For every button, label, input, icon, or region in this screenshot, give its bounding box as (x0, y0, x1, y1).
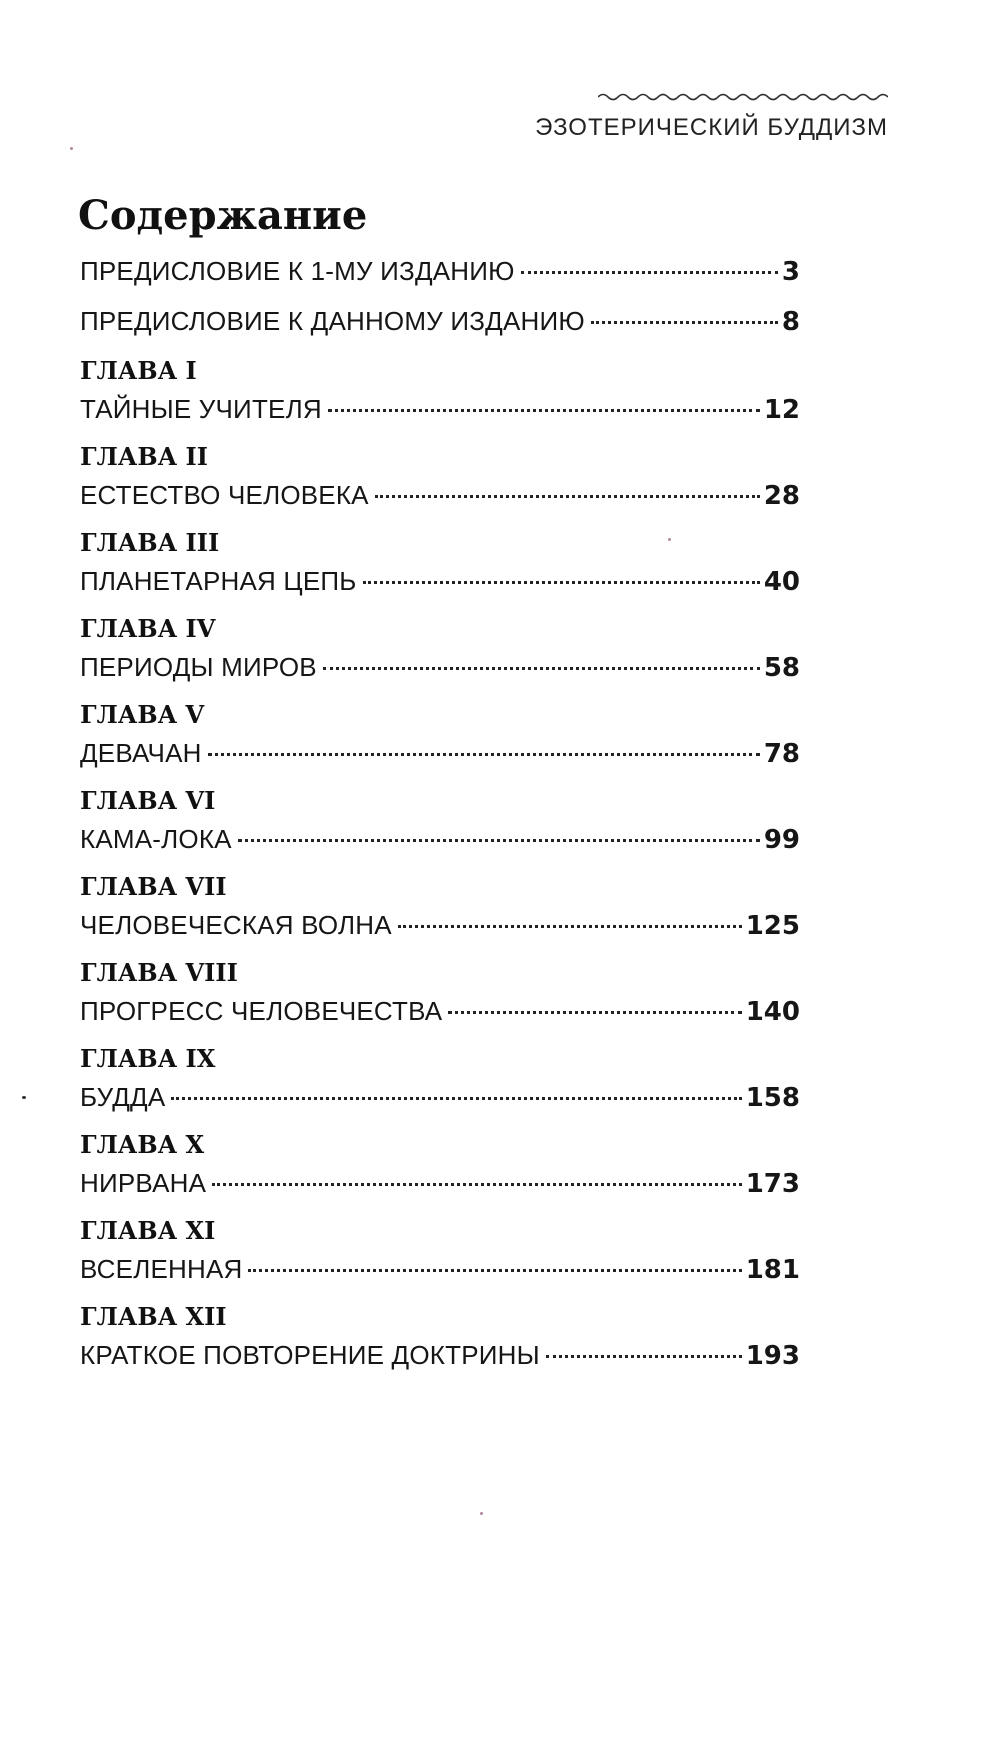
wavy-line-ornament-icon (598, 92, 888, 102)
dot-leader (171, 1097, 741, 1100)
toc-entry-chapter-12[interactable] (80, 1338, 800, 1373)
dot-leader (363, 581, 760, 584)
toc-page-number: 158 (745, 1083, 800, 1113)
toc-page-number: 58 (763, 653, 800, 683)
toc-entry-label: ПРЕДИСЛОВИЕ К 1-МУ ИЗДАНИЮ (80, 256, 515, 286)
chapter-label: ГЛАВА IV (80, 614, 216, 643)
toc-entry-label: НИРВАНА (80, 1168, 207, 1198)
chapter-label: ГЛАВА VII (80, 872, 227, 901)
toc-entry-label: ВСЕЛЕННАЯ (80, 1254, 243, 1284)
toc-page-number: 173 (745, 1169, 800, 1199)
toc-entry-chapter-8[interactable] (80, 994, 800, 1029)
chapter-label: ГЛАВА X (80, 1130, 205, 1159)
toc-entry-label: ПЕРИОДЫ МИРОВ (80, 652, 317, 682)
toc-page-number: 78 (763, 739, 800, 769)
dot-leader (591, 321, 778, 324)
chapter-label: ГЛАВА VI (80, 786, 216, 815)
toc-entry-preface-2[interactable] (80, 304, 800, 339)
chapter-label: ГЛАВА I (80, 356, 197, 385)
toc-entry-chapter-6[interactable] (80, 822, 800, 857)
toc-page-number: 12 (763, 395, 800, 425)
dot-leader (238, 839, 760, 842)
chapter-label: ГЛАВА VIII (80, 958, 238, 987)
dot-leader (323, 667, 760, 670)
dot-leader (248, 1269, 741, 1272)
toc-entry-chapter-5[interactable] (80, 736, 800, 771)
toc-page-number: 193 (745, 1341, 800, 1371)
scan-speck (70, 147, 73, 150)
chapter-label: ГЛАВА XI (80, 1216, 216, 1245)
toc-entry-chapter-4[interactable] (80, 650, 800, 685)
toc-page-number: 181 (745, 1255, 800, 1285)
toc-entry-label: ТАЙНЫЕ УЧИТЕЛЯ (80, 394, 322, 424)
toc-page-number: 8 (781, 307, 800, 337)
toc-entry-label: ПРОГРЕСС ЧЕЛОВЕЧЕСТВА (80, 996, 443, 1026)
toc-entry-chapter-3[interactable] (80, 564, 800, 599)
toc-entry-chapter-1[interactable] (80, 392, 800, 427)
toc-entry-chapter-11[interactable] (80, 1252, 800, 1287)
toc-entry-label: ЕСТЕСТВО ЧЕЛОВЕКА (80, 480, 369, 510)
toc-entry-label: ЧЕЛОВЕЧЕСКАЯ ВОЛНА (80, 910, 392, 940)
toc-entry-label: ПЛАНЕТАРНАЯ ЦЕПЬ (80, 566, 357, 596)
dot-leader (212, 1183, 742, 1186)
dot-leader (208, 753, 760, 756)
toc-entry-chapter-2[interactable] (80, 478, 800, 513)
dot-leader (521, 271, 778, 274)
toc-entry-label: ДЕВАЧАН (80, 738, 202, 768)
toc-page-number: 28 (763, 481, 800, 511)
toc-entry-chapter-7[interactable] (80, 908, 800, 943)
chapter-label: ГЛАВА II (80, 442, 208, 471)
toc-entry-chapter-9[interactable] (80, 1080, 800, 1115)
toc-page-number: 40 (763, 567, 800, 597)
toc-entry-chapter-10[interactable] (80, 1166, 800, 1201)
chapter-label: ГЛАВА III (80, 528, 220, 557)
scan-speck (668, 538, 671, 541)
dot-leader (448, 1011, 741, 1014)
toc-page-number: 140 (745, 997, 800, 1027)
running-title: ЭЗОТЕРИЧЕСКИЙ БУДДИЗМ (535, 114, 888, 141)
dot-leader (398, 925, 742, 928)
toc-entry-label: ПРЕДИСЛОВИЕ К ДАННОМУ ИЗДАНИЮ (80, 306, 585, 336)
toc-entry-preface-1[interactable] (80, 254, 800, 289)
running-header (535, 92, 888, 142)
chapter-label: ГЛАВА IX (80, 1044, 216, 1073)
dot-leader (546, 1355, 742, 1358)
dot-leader (375, 495, 760, 498)
toc-page-number: 125 (745, 911, 800, 941)
toc-entry-label: КАМА-ЛОКА (80, 824, 232, 854)
chapter-label: ГЛАВА XII (80, 1302, 227, 1331)
scan-speck (480, 1512, 483, 1515)
chapter-label: ГЛАВА V (80, 700, 205, 729)
dot-leader (328, 409, 760, 412)
scan-speck (22, 1096, 26, 1099)
toc-page-number: 99 (763, 825, 800, 855)
toc-entry-label: БУДДА (80, 1082, 166, 1112)
page-title: Содержание (78, 192, 368, 239)
toc-page-number: 3 (781, 257, 800, 287)
toc-entry-label: КРАТКОЕ ПОВТОРЕНИЕ ДОКТРИНЫ (80, 1340, 540, 1370)
